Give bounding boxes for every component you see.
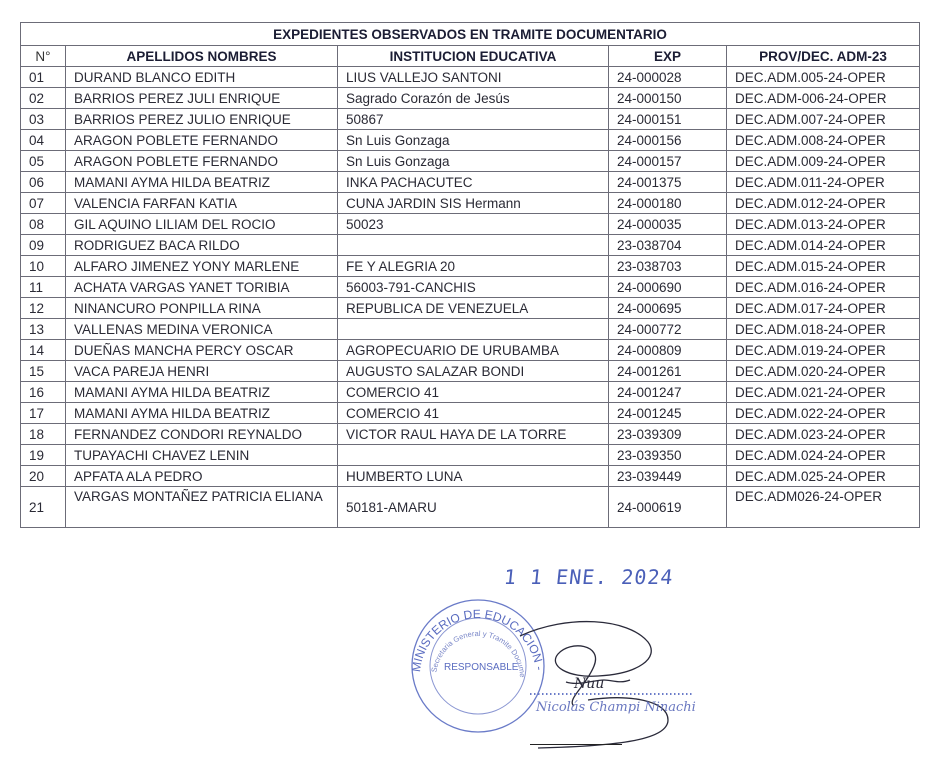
row-name: APFATA ALA PEDRO [66, 466, 338, 487]
header-name: APELLIDOS NOMBRES [66, 46, 338, 67]
table-row [21, 256, 920, 277]
row-name: ARAGON POBLETE FERNANDO [66, 130, 338, 151]
seal-and-signature [398, 596, 708, 756]
row-exp: 24-000156 [609, 130, 727, 151]
row-prov: DEC.ADM.020-24-OPER [727, 361, 920, 382]
row-exp: 24-000151 [609, 109, 727, 130]
table-row [21, 340, 920, 361]
row-name: GIL AQUINO LILIAM DEL ROCIO [66, 214, 338, 235]
row-name: VARGAS MONTAÑEZ PATRICIA ELIANA [66, 487, 338, 528]
row-institution: REPUBLICA DE VENEZUELA [338, 298, 609, 319]
row-number: 02 [21, 88, 66, 109]
row-institution: HUMBERTO LUNA [338, 466, 609, 487]
row-number: 09 [21, 235, 66, 256]
table-row [21, 172, 920, 193]
row-exp: 24-000619 [609, 487, 727, 528]
row-prov: DEC.ADM.012-24-OPER [727, 193, 920, 214]
row-number: 05 [21, 151, 66, 172]
row-number: 12 [21, 298, 66, 319]
row-prov: DEC.ADM.015-24-OPER [727, 256, 920, 277]
row-exp: 24-000035 [609, 214, 727, 235]
row-name: BARRIOS PEREZ JULI ENRIQUE [66, 88, 338, 109]
row-institution [338, 235, 609, 256]
row-name: VALLENAS MEDINA VERONICA [66, 319, 338, 340]
signature-text: Nuu [574, 676, 605, 692]
row-name: MAMANI AYMA HILDA BEATRIZ [66, 403, 338, 424]
row-name: DUEÑAS MANCHA PERCY OSCAR [66, 340, 338, 361]
row-number: 03 [21, 109, 66, 130]
table-row [21, 487, 920, 528]
header-prov: PROV/DEC. ADM-23 [727, 46, 920, 67]
table-row [21, 445, 920, 466]
row-institution: AUGUSTO SALAZAR BONDI [338, 361, 609, 382]
row-exp: 24-001261 [609, 361, 727, 382]
table-body [21, 67, 920, 528]
table-row [21, 403, 920, 424]
row-prov: DEC.ADM.021-24-OPER [727, 382, 920, 403]
table-row [21, 130, 920, 151]
row-institution [338, 319, 609, 340]
row-institution: 56003-791-CANCHIS [338, 277, 609, 298]
row-number: 01 [21, 67, 66, 88]
table-title: EXPEDIENTES OBSERVADOS EN TRAMITE DOCUMENTARIO [21, 23, 920, 46]
row-prov: DEC.ADM.014-24-OPER [727, 235, 920, 256]
row-institution: INKA PACHACUTEC [338, 172, 609, 193]
table-row [21, 466, 920, 487]
row-number: 10 [21, 256, 66, 277]
row-number: 20 [21, 466, 66, 487]
row-institution: LIUS VALLEJO SANTONI [338, 67, 609, 88]
row-institution: COMERCIO 41 [338, 382, 609, 403]
row-name: BARRIOS PEREZ JULIO ENRIQUE [66, 109, 338, 130]
row-exp: 23-039449 [609, 466, 727, 487]
row-institution: Sn Luis Gonzaga [338, 130, 609, 151]
seal-center-label: RESPONSABLE [444, 662, 519, 673]
row-exp: 24-001247 [609, 382, 727, 403]
row-prov: DEC.ADM.005-24-OPER [727, 67, 920, 88]
table-row [21, 235, 920, 256]
row-prov: DEC.ADM.018-24-OPER [727, 319, 920, 340]
table-row [21, 151, 920, 172]
header-exp: EXP [609, 46, 727, 67]
row-prov: DEC.ADM.023-24-OPER [727, 424, 920, 445]
table-row [21, 88, 920, 109]
row-prov: DEC.ADM.008-24-OPER [727, 130, 920, 151]
row-exp: 24-000809 [609, 340, 727, 361]
row-exp: 24-001375 [609, 172, 727, 193]
table-row [21, 424, 920, 445]
row-exp: 24-000690 [609, 277, 727, 298]
row-number: 14 [21, 340, 66, 361]
row-prov: DEC.ADM.025-24-OPER [727, 466, 920, 487]
row-name: ARAGON POBLETE FERNANDO [66, 151, 338, 172]
seal-inner-text: Secretaria General y Tramite Docume [429, 628, 528, 678]
row-prov: DEC.ADM.007-24-OPER [727, 109, 920, 130]
row-prov: DEC.ADM.019-24-OPER [727, 340, 920, 361]
row-prov: DEC.ADM-006-24-OPER [727, 88, 920, 109]
row-name: DURAND BLANCO EDITH [66, 67, 338, 88]
row-exp: 24-000028 [609, 67, 727, 88]
row-number: 18 [21, 424, 66, 445]
row-number: 17 [21, 403, 66, 424]
row-number: 19 [21, 445, 66, 466]
row-number: 13 [21, 319, 66, 340]
row-number: 06 [21, 172, 66, 193]
row-institution: CUNA JARDIN SIS Hermann [338, 193, 609, 214]
row-institution: FE Y ALEGRIA 20 [338, 256, 609, 277]
signatory-name: Nicolás Champi Ninachi [536, 700, 696, 715]
row-institution: 50023 [338, 214, 609, 235]
table-row [21, 382, 920, 403]
row-prov: DEC.ADM.011-24-OPER [727, 172, 920, 193]
row-institution: AGROPECUARIO DE URUBAMBA [338, 340, 609, 361]
row-exp: 24-000180 [609, 193, 727, 214]
table-row [21, 109, 920, 130]
row-prov: DEC.ADM.016-24-OPER [727, 277, 920, 298]
row-institution: 50181-AMARU [338, 487, 609, 528]
table-row [21, 361, 920, 382]
row-prov: DEC.ADM.024-24-OPER [727, 445, 920, 466]
table-row [21, 67, 920, 88]
table-row [21, 193, 920, 214]
row-institution: VICTOR RAUL HAYA DE LA TORRE [338, 424, 609, 445]
received-date-stamp: 1 1 ENE. 2024 [502, 565, 675, 589]
row-exp: 24-000157 [609, 151, 727, 172]
row-number: 21 [21, 487, 66, 528]
seal-outer-text: MINISTERIO DE EDUCACION - [409, 606, 547, 673]
row-prov: DEC.ADM.022-24-OPER [727, 403, 920, 424]
row-institution: 50867 [338, 109, 609, 130]
table-row [21, 319, 920, 340]
row-institution [338, 445, 609, 466]
row-name: NINANCURO PONPILLA RINA [66, 298, 338, 319]
table-row [21, 277, 920, 298]
row-exp: 24-000772 [609, 319, 727, 340]
row-institution: Sn Luis Gonzaga [338, 151, 609, 172]
row-exp: 23-038703 [609, 256, 727, 277]
row-institution: Sagrado Corazón de Jesús [338, 88, 609, 109]
row-exp: 23-039350 [609, 445, 727, 466]
row-number: 11 [21, 277, 66, 298]
row-name: ALFARO JIMENEZ YONY MARLENE [66, 256, 338, 277]
row-number: 04 [21, 130, 66, 151]
row-prov: DEC.ADM.013-24-OPER [727, 214, 920, 235]
row-name: MAMANI AYMA HILDA BEATRIZ [66, 172, 338, 193]
row-name: MAMANI AYMA HILDA BEATRIZ [66, 382, 338, 403]
row-prov: DEC.ADM.009-24-OPER [727, 151, 920, 172]
row-exp: 24-000695 [609, 298, 727, 319]
row-name: FERNANDEZ CONDORI REYNALDO [66, 424, 338, 445]
row-exp: 23-039309 [609, 424, 727, 445]
header-institution: INSTITUCION EDUCATIVA [338, 46, 609, 67]
table-row [21, 298, 920, 319]
row-number: 08 [21, 214, 66, 235]
row-number: 15 [21, 361, 66, 382]
row-number: 07 [21, 193, 66, 214]
row-prov: DEC.ADM.017-24-OPER [727, 298, 920, 319]
row-name: TUPAYACHI CHAVEZ LENIN [66, 445, 338, 466]
header-num: N° [21, 46, 66, 67]
row-exp: 24-000150 [609, 88, 727, 109]
table-row [21, 214, 920, 235]
row-prov: DEC.ADM026-24-OPER [727, 487, 920, 528]
expedientes-table [20, 22, 920, 528]
row-number: 16 [21, 382, 66, 403]
signature-baseline [530, 744, 622, 745]
row-name: VALENCIA FARFAN KATIA [66, 193, 338, 214]
row-name: ACHATA VARGAS YANET TORIBIA [66, 277, 338, 298]
row-exp: 23-038704 [609, 235, 727, 256]
seal-graphic [398, 596, 708, 756]
row-institution: COMERCIO 41 [338, 403, 609, 424]
row-name: VACA PAREJA HENRI [66, 361, 338, 382]
row-exp: 24-001245 [609, 403, 727, 424]
row-name: RODRIGUEZ BACA RILDO [66, 235, 338, 256]
